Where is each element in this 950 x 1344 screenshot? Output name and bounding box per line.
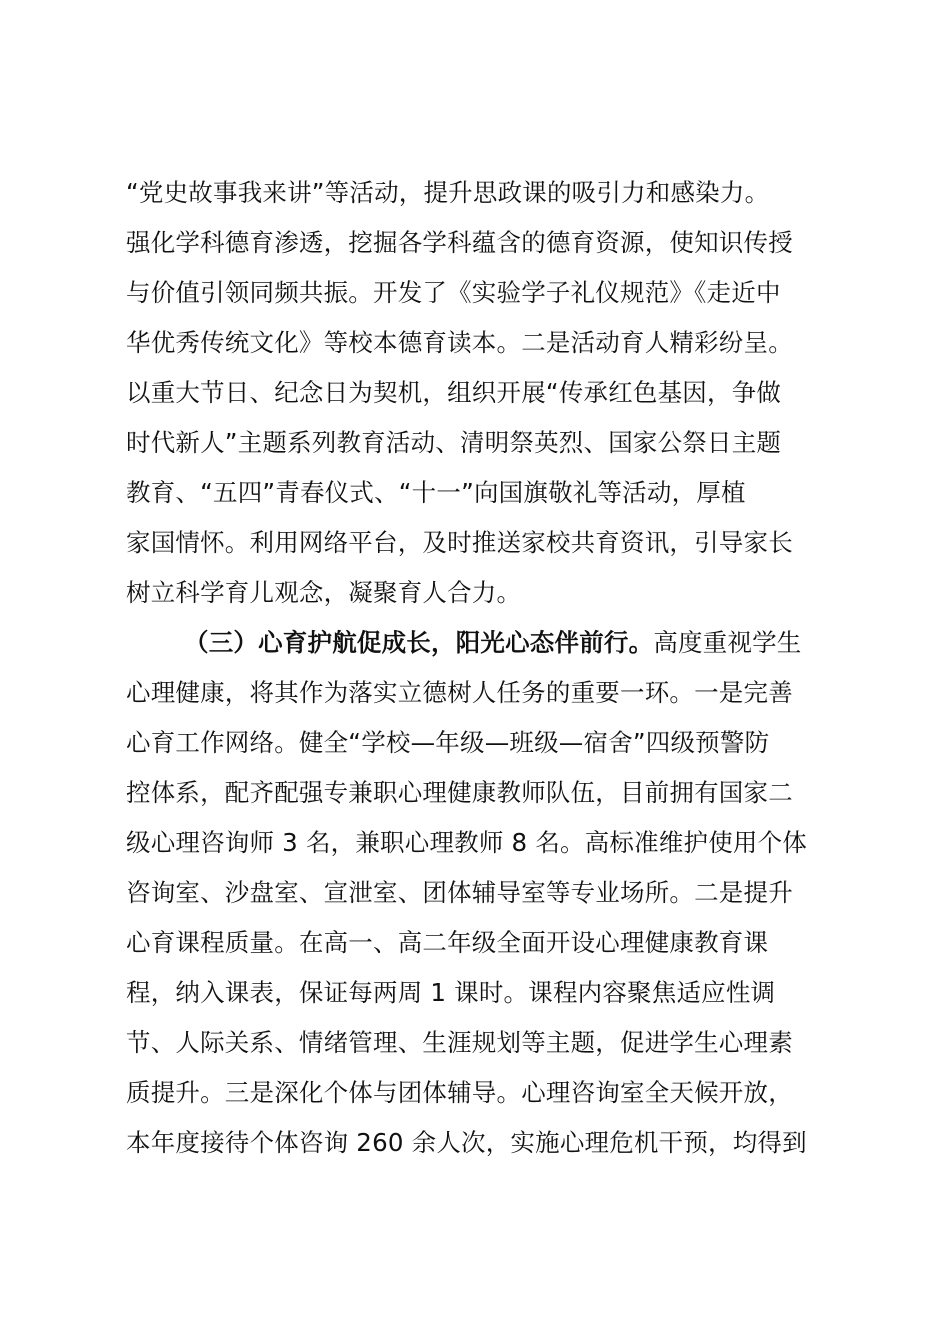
paragraph-line: 心理健康，将其作为落实立德树人任务的重要一环。一是完善 bbox=[126, 678, 793, 707]
paragraph-line: 级心理咨询师 3 名，兼职心理教师 8 名。高标准维护使用个体 bbox=[126, 828, 808, 857]
paragraph-line: “党史故事我来讲”等活动，提升思政课的吸引力和感染力。 bbox=[126, 178, 770, 207]
paragraph-line: 华优秀传统文化》等校本德育读本。二是活动育人精彩纷呈。 bbox=[126, 328, 793, 357]
paragraph-line: 心育工作网络。健全“学校—年级—班级—宿舍”四级预警防 bbox=[126, 728, 770, 757]
paragraph-line: 树立科学育儿观念，凝聚育人合力。 bbox=[126, 578, 522, 607]
paragraph-line: 教育、“五四”青春仪式、“十一”向国旗敬礼等活动，厚植 bbox=[126, 478, 746, 507]
paragraph-line: 质提升。三是深化个体与团体辅导。心理咨询室全天候开放， bbox=[126, 1078, 793, 1107]
section-heading-line bbox=[126, 618, 832, 668]
paragraph-line: 与价值引领同频共振。开发了《实验学子礼仪规范》《走近中 bbox=[126, 278, 781, 307]
paragraph-line: 咨询室、沙盘室、宣泄室、团体辅导室等专业场所。二是提升 bbox=[126, 878, 793, 907]
heading-line-rest: 高度重视学生 bbox=[653, 628, 802, 657]
paragraph-line: 家国情怀。利用网络平台，及时推送家校共育资讯，引导家长 bbox=[126, 528, 793, 557]
paragraph-line: 心育课程质量。在高一、高二年级全面开设心理健康教育课 bbox=[126, 928, 769, 957]
paragraph-line: 时代新人”主题系列教育活动、清明祭英烈、国家公祭日主题 bbox=[126, 428, 782, 457]
paragraph-line: 程，纳入课表，保证每两周 1 课时。课程内容聚焦适应性调 bbox=[126, 978, 776, 1007]
paragraph-line: 强化学科德育渗透，挖掘各学科蕴含的德育资源，使知识传授 bbox=[126, 228, 793, 257]
paragraph-line: 节、人际关系、情绪管理、生涯规划等主题，促进学生心理素 bbox=[126, 1028, 793, 1057]
paragraph-line: 以重大节日、纪念日为契机，组织开展“传承红色基因，争做 bbox=[126, 378, 782, 407]
body-text bbox=[126, 168, 832, 1168]
section-heading: （三）心育护航促成长，阳光心态伴前行。 bbox=[184, 628, 654, 657]
paragraph-line: 控体系，配齐配强专兼职心理健康教师队伍，目前拥有国家二 bbox=[126, 778, 793, 807]
paragraph-line: 本年度接待个体咨询 260 余人次，实施心理危机干预，均得到 bbox=[126, 1128, 807, 1157]
